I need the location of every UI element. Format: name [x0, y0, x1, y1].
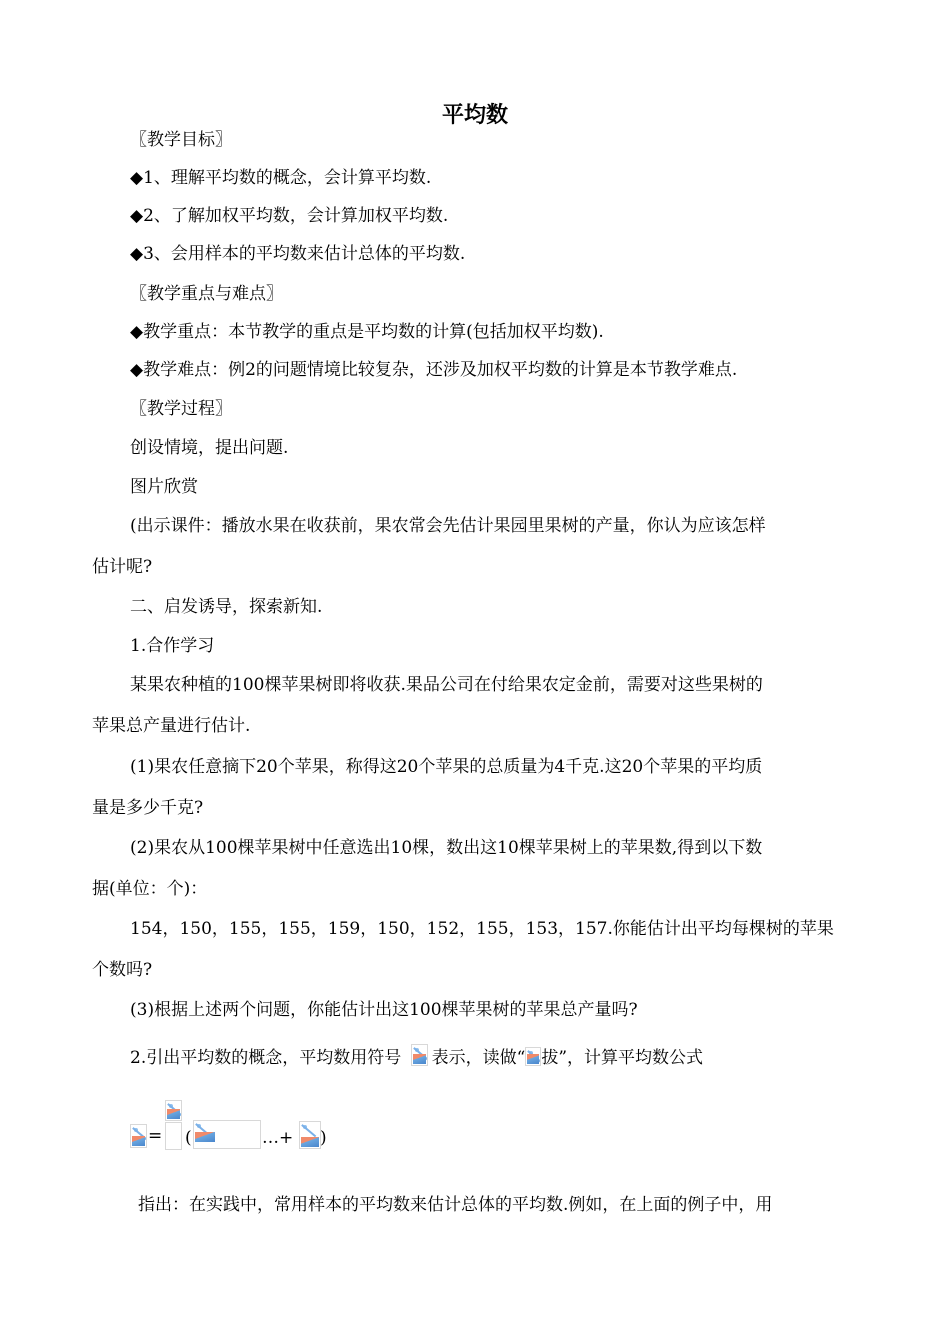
- question-2: (2)果农从100棵苹果树中任意选出10棵，数出这10棵苹果树上的苹果数,得到以下数: [130, 838, 763, 858]
- paragraph-courseware-cont: 估计呢?: [92, 557, 153, 577]
- formula-close-paren: ): [320, 1128, 327, 1148]
- section-heading-explore: 二、启发诱导，探索新知.: [130, 597, 323, 617]
- concept-line: [130, 1044, 703, 1070]
- formula-open-paren: (: [185, 1128, 192, 1148]
- paragraph-apple-trees: 某果农种植的100棵苹果树即将收获.果品公司在付给果农定金前，需要对这些果树的: [130, 675, 763, 695]
- formula-ellipsis-plus: …+: [262, 1128, 294, 1148]
- data-values-cont: 个数吗?: [92, 960, 153, 980]
- section-heading-process: 〖教学过程〗: [130, 399, 232, 419]
- mean-formula: [130, 1100, 430, 1160]
- objective-3: ◆3、会用样本的平均数来估计总体的平均数.: [130, 244, 466, 264]
- section-heading-key-points: 〖教学重点与难点〗: [130, 284, 283, 304]
- formula-equals: =: [148, 1126, 163, 1146]
- formula-fraction-image-icon: [165, 1100, 182, 1121]
- objective-1: ◆1、理解平均数的概念，会计算平均数.: [130, 168, 432, 188]
- question-2-cont: 据(单位：个)：: [92, 879, 208, 899]
- subheading-cooperative: 1.合作学习: [130, 636, 215, 656]
- formula-sum-terms-box: [193, 1120, 261, 1149]
- question-3: (3)根据上述两个问题，你能估计出这100棵苹果树的苹果总产量吗?: [130, 1000, 638, 1020]
- concept-text-3: 拔”，计算平均数公式: [541, 1048, 704, 1068]
- formula-sum-image-icon: [194, 1121, 216, 1143]
- section-heading-objectives: 〖教学目标〗: [130, 130, 232, 150]
- formula-xbar-image-icon: [130, 1124, 147, 1148]
- data-values: 154，150，155，155，159，150，152，155，153，157.你能估计出平均每棵树的苹果: [130, 919, 834, 939]
- reading-symbol-image-icon: [525, 1047, 541, 1066]
- question-1: (1)果农任意摘下20个苹果，称得这20个苹果的总质量为4千克.这20个苹果的平均质: [130, 757, 763, 777]
- paragraph-picture: 图片欣赏: [130, 477, 198, 497]
- question-1-cont: 量是多少千克?: [92, 798, 204, 818]
- paragraph-apple-trees-cont: 苹果总产量进行估计.: [92, 716, 251, 736]
- concept-text-1: 2.引出平均数的概念，平均数用符号: [130, 1048, 402, 1068]
- paragraph-point-out: 指出：在实践中，常用样本的平均数来估计总体的平均数.例如，在上面的例子中，用: [138, 1195, 773, 1215]
- formula-denominator-box: [165, 1122, 182, 1150]
- mean-symbol-image-icon: [411, 1044, 428, 1066]
- paragraph-courseware: (出示课件：播放水果在收获前，果农常会先估计果园里果树的产量，你认为应该怎样: [130, 516, 766, 536]
- page-title: 平均数: [441, 103, 508, 128]
- paragraph-scenario: 创设情境，提出问题.: [130, 438, 289, 458]
- formula-last-term-image-icon: [299, 1121, 321, 1149]
- key-point: ◆教学重点：本节教学的重点是平均数的计算(包括加权平均数).: [130, 322, 604, 342]
- objective-2: ◆2、了解加权平均数，会计算加权平均数.: [130, 206, 449, 226]
- difficult-point: ◆教学难点：例2的问题情境比较复杂，还涉及加权平均数的计算是本节教学难点.: [130, 360, 738, 380]
- concept-text-2: 表示，读做“: [431, 1048, 526, 1068]
